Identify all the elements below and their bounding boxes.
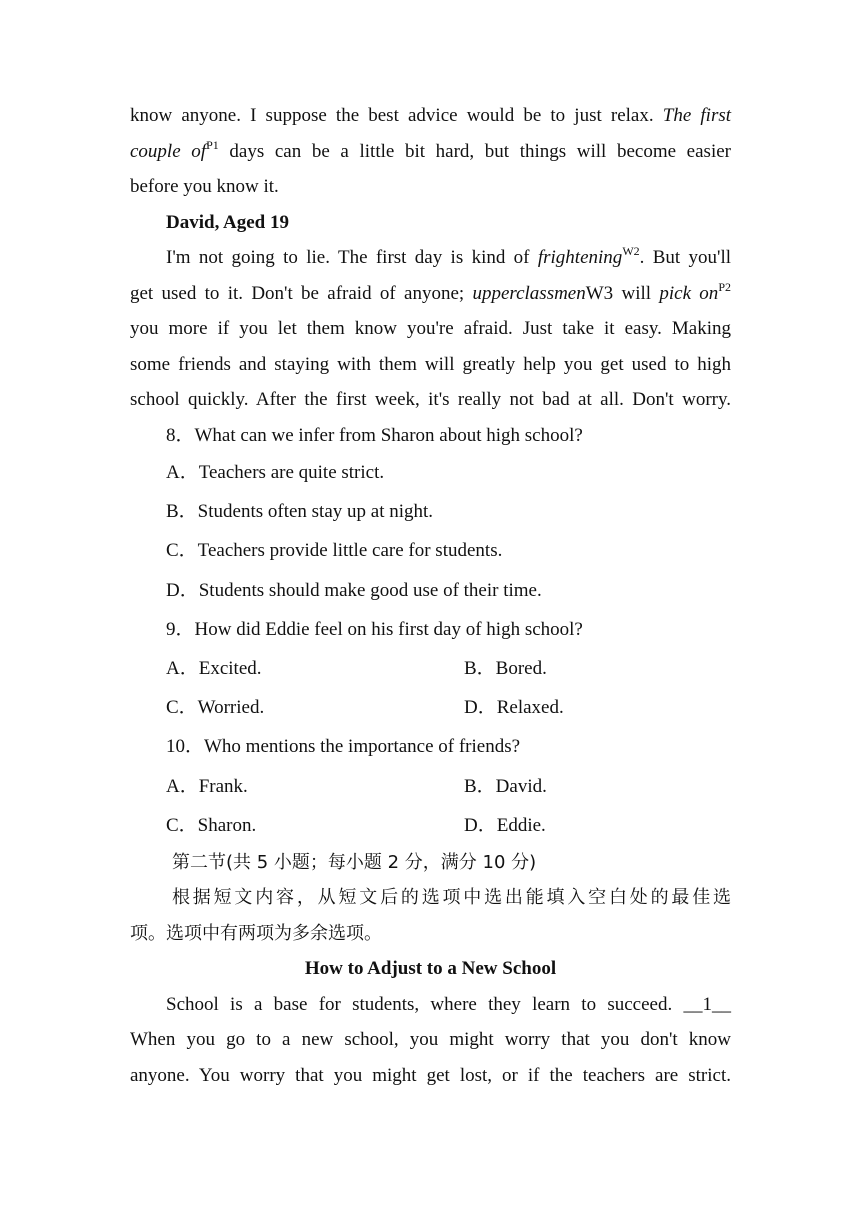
passage-line: school quickly. After the first week, it's really not bad at all. Don't worry. — [130, 389, 731, 410]
article-title: How to Adjust to a New School — [304, 958, 557, 980]
answer-row — [130, 767, 731, 806]
italic-phrase: pick on — [659, 282, 719, 304]
passage-line: anyone. You worry that you might get lost, or if the teachers are strict. — [130, 1064, 731, 1086]
passage-line — [130, 134, 731, 170]
answer-row — [130, 806, 731, 845]
italic-phrase: couple of — [130, 140, 207, 162]
question-stem: 10．Who mentions the importance of friends? — [166, 736, 521, 758]
italic-word: upperclassmen — [472, 282, 586, 304]
answer-blank: __1__ — [683, 993, 731, 1015]
answer-option: C．Worried. — [166, 697, 265, 719]
document-page — [130, 98, 731, 1093]
question-stem: 8．What can we infer from Sharon about high school? — [166, 424, 583, 446]
section-header: 第二节(共 5 小题；每小题 2 分，满分 10 分) — [172, 851, 537, 873]
passage-line — [130, 98, 731, 134]
passage-line — [130, 240, 731, 276]
text-run: . But you'll — [639, 247, 732, 268]
text-run: know anyone. I suppose the best advice would be to just relax. — [130, 105, 663, 126]
answer-row — [130, 688, 731, 727]
text-run: I'm not going to lie. The first day is kind of — [166, 247, 538, 268]
passage-line — [130, 987, 731, 1023]
answer-row — [130, 649, 731, 688]
answer-option: C．Sharon. — [166, 814, 257, 836]
footnote-mark: W3 — [585, 282, 614, 304]
question-stem: 9．How did Eddie feel on his first day of high school? — [166, 618, 583, 640]
answer-option: D．Relaxed. — [464, 697, 564, 719]
answer-option: A．Teachers are quite strict. — [166, 462, 385, 483]
italic-word: frightening — [537, 247, 623, 268]
answer-option: C．Teachers provide little care for students. — [166, 540, 503, 562]
instruction-line: 项。选项中有两项为多余选项。 — [130, 922, 382, 944]
footnote-mark: P2 — [718, 279, 731, 294]
text-run: School is a base for students, where they learn to succeed. — [166, 993, 684, 1015]
italic-phrase: The first — [662, 105, 732, 126]
text-run: get used to it. Don't be afraid of anyone; — [130, 282, 473, 304]
answer-option: D．Eddie. — [464, 814, 546, 836]
answer-option: D．Students should make good use of their time. — [166, 579, 542, 601]
instruction-line: 根据短文内容，从短文后的选项中选出能填入空白处的最佳选 — [172, 887, 731, 909]
passage-line: some friends and staying with them will greatly help you get used to high — [130, 353, 731, 375]
answer-option: A．Excited. — [166, 657, 262, 679]
answer-option: B．Students often stay up at night. — [166, 501, 434, 523]
footnote-mark: W2 — [622, 244, 640, 258]
passage-line — [130, 276, 731, 312]
speaker-heading: David, Aged 19 — [166, 211, 289, 233]
text-run: days can be a little bit hard, but things will become easier — [218, 140, 731, 162]
passage-line: you more if you let them know you're afraid. Just take it easy. Making — [130, 318, 731, 339]
text-run: will — [613, 282, 660, 304]
passage-line: before you know it. — [130, 176, 279, 197]
answer-option: B．David. — [464, 775, 547, 797]
passage-line: When you go to a new school, you might worry that you don't know — [130, 1029, 731, 1051]
footnote-mark: P1 — [206, 137, 219, 152]
answer-option: B．Bored. — [464, 657, 547, 679]
answer-option: A．Frank. — [166, 775, 248, 797]
